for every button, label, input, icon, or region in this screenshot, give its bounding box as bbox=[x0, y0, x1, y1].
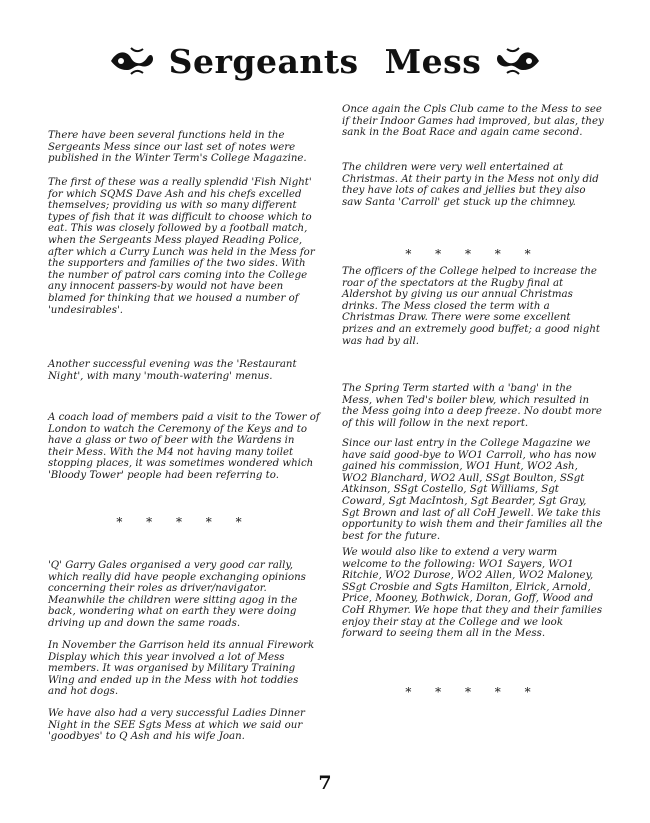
paragraph-restaurant-night: Another successful evening was the 'Restaurant Night', with many 'mouth-watering' menus. bbox=[48, 359, 297, 382]
paragraph-firework-display: In November the Garrison held its annual Firework Display which this year involved a lot of Mess members. It was organised by Military Training Wing and ended up in the Mess with hot toddies and hot dogs. bbox=[48, 640, 315, 698]
paragraph-cpls-club: Once again the Cpls Club came to the Mess to see if their Indoor Games had improved, but alas, they sank in the Boat Race and again came second. bbox=[342, 104, 604, 139]
paragraph-farewells: Since our last entry in the College Magazine we have said good-bye to WO1 Carroll, who has now gained his commission, WO1 Hunt, WO2 Ash, WO2 Blanchard, WO2 Aull, SSgt Boulton, SSgt Atkinson, SSgt Costello, Sgt Williams, Sgt Coward, Sgt MacIntosh, Sgt Bearder, Sgt Gray, Sgt Brown and last of all CoH Jewell. We take this opportunity to wish them and their families all the best for the future. bbox=[342, 438, 603, 542]
paragraph-christmas-party: The children were very well entertained at Christmas. At their party in the Mess not only did they have lots of cakes and jellies but they also saw Santa 'Carroll' get stuck up the chimney. bbox=[342, 162, 599, 208]
paragraph-officers-drinks: The officers of the College helped to increase the roar of the spectators at the Rugby final at Aldershot by giving us our annual Christmas drinks. The Mess closed the term with a Christmas Draw. There were some excellent prizes and an extremely good buffet; a good night was had by all. bbox=[342, 266, 600, 347]
flourish-ornament-right-icon bbox=[495, 46, 541, 76]
paragraph-welcomes: We would also like to extend a very warm welcome to the following: WO1 Sayers, WO1 Ritchie, WO2 Durose, WO2 Allen, WO2 Maloney, SSgt Crosbie and Sgts Hamilton, Elrick, Arnold, Price, Mooney, Bothwick, Doran, Goff, Wood and CoH Rhymer. We hope that they and their families enjoy their stay at the College and we look forward to seeing them all in the Mess. bbox=[342, 547, 603, 640]
section-separator: * * * * * bbox=[116, 515, 252, 529]
paragraph-ladies-dinner: We have also had a very successful Ladies Dinner Night in the SEE Sgts Mess at which we said our 'goodbyes' to Q Ash and his wife Joan. bbox=[48, 708, 305, 743]
page-number: 7 bbox=[318, 772, 332, 794]
paragraph-fish-night: The first of these was a really splendid 'Fish Night' for which SQMS Dave Ash and his chefs excelled themselves; providing us with so many different types of fish that it was difficult to choose which to eat. This was closely followed by a football match, when the Sergeants Mess played Reading Police, after which a Curry Lunch was held in the Mess for the supporters and families of the two sides. With the number of patrol cars coming into the College any innocent passers-by would not have been blamed for thinking that we housed a number of 'undesirables'. bbox=[48, 177, 315, 316]
paragraph-spring-term: The Spring Term started with a 'bang' in the Mess, when Ted's boiler blew, which resulted in the Mess going into a deep freeze. No doubt more of this will follow in the next report. bbox=[342, 383, 602, 429]
paragraph-tower-of-london: A coach load of members paid a visit to the Tower of London to watch the Ceremony of the Keys and to have a glass or two of beer with the Wardens in their Mess. With the M4 not having many toilet stopping places, it was sometimes wondered which 'Bloody Tower' people had been referring to. bbox=[48, 412, 320, 481]
flourish-ornament-left-icon bbox=[109, 46, 155, 76]
masthead bbox=[0, 36, 650, 86]
page-title-sergeants: Sergeants bbox=[168, 41, 359, 81]
paragraph-car-rally: 'Q' Garry Gales organised a very good car rally, which really did have people exchanging opinions concerning their roles as driver/navigator. Meanwhile the children were sitting agog in the back, wondering what on earth they were doing driving up and down the same roads. bbox=[48, 560, 306, 629]
page-title-mess: Mess bbox=[384, 41, 482, 81]
section-separator: * * * * * bbox=[405, 685, 541, 699]
section-separator: * * * * * bbox=[405, 247, 541, 261]
paragraph-intro: There have been several functions held in the Sergeants Mess since our last set of notes were published in the Winter Term's College Magazine. bbox=[48, 130, 307, 165]
